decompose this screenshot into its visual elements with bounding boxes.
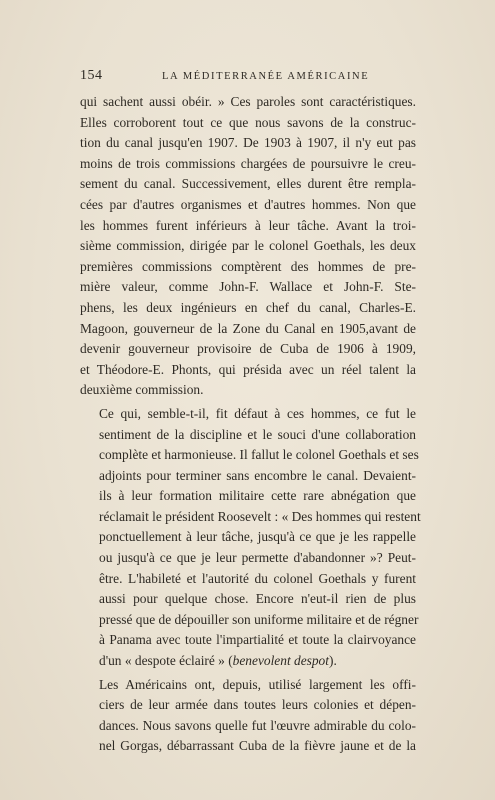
text-line: réclamait le président Roosevelt : « Des hommes qui restent — [99, 508, 421, 524]
italic-term: benevolent despot — [232, 653, 329, 669]
paragraph-2 — [80, 404, 421, 672]
text-line: aussi pour quelque chose. Encore n'eut-il rien de plus — [99, 591, 416, 607]
text-line: être. L'habileté et l'autorité du colonel Goethals y furent — [99, 570, 416, 586]
paragraph-1 — [80, 92, 416, 401]
text-line: tion du canal jusqu'en 1907. De 1903 à 1907, il n'y eut pas — [80, 135, 416, 151]
text-line: ils à leur formation militaire cette rare abnégation que — [99, 488, 416, 504]
text-line: mière valeur, comme John-F. Wallace et John-F. Ste- — [80, 279, 416, 295]
text-line: ou jusqu'à ce que je leur permette d'abandonner »? Peut- — [99, 550, 416, 566]
text-line: deuxième commission. — [80, 382, 204, 398]
text-line: sement du canal. Successivement, elles durent être rempla- — [80, 176, 416, 192]
text-line: dances. Nous savons quelle fut l'œuvre admirable du colo- — [99, 717, 416, 733]
text-line: sentiment de la discipline et le souci d'une collaboration — [99, 426, 416, 442]
text-line: ponctuellement à leur tâche, jusqu'à ce que je les rappelle — [99, 529, 416, 545]
text-line: Elles corroborent tout ce que nous savons de la construc- — [80, 114, 416, 130]
text-line: Ce qui, semble-t-il, fit défaut à ces hommes, ce fut le — [99, 405, 416, 421]
text-run: ). — [328, 653, 337, 669]
text-line: complète et harmonieuse. Il fallut le colonel Goethals et ses — [99, 447, 419, 463]
running-title: LA MÉDITERRANÉE AMÉRICAINE — [162, 71, 370, 82]
text-run: d'un « despote éclairé » ( — [99, 653, 233, 669]
text-line — [80, 651, 416, 672]
text-line: premières commissions comptèrent des hommes de pre- — [80, 258, 416, 274]
text-line: pressé que de dépouiller son uniforme militaire et de régner — [99, 611, 419, 627]
text-line: ciers de leur armée dans toutes leurs colonies et dépen- — [99, 697, 416, 713]
text-line: devenir gouverneur provisoire de Cuba de 1906 à 1909, — [80, 341, 416, 357]
text-line: Les Américains ont, depuis, utilisé largement les offi- — [99, 676, 416, 692]
text-line: nel Gorgas, débarrassant Cuba de la fièvre jaune et de la — [99, 738, 416, 754]
text-line: les hommes furent inférieurs à leur tâche. Avant la troi- — [80, 217, 416, 233]
paragraph-3 — [80, 675, 416, 757]
text-line: sième commission, dirigée par le colonel Goethals, les deux — [80, 238, 416, 254]
text-line: qui sachent aussi obéir. » Ces paroles sont caractéristiques. — [80, 94, 416, 109]
body-text — [80, 92, 421, 757]
text-line: adjoints pour terminer sans encombre le canal. Devaient- — [99, 467, 416, 483]
page-number: 154 — [80, 68, 103, 83]
text-line: cées par d'autres organismes et d'autres hommes. Non que — [80, 196, 416, 212]
text-line: à Panama avec toute l'impartialité et toute la clairvoyance — [99, 632, 416, 648]
text-line: phens, les deux ingénieurs en chef du canal, Charles-E. — [80, 299, 416, 315]
text-line: et Théodore-E. Phonts, qui présida avec un réel talent la — [80, 361, 416, 377]
text-line: Magoon, gouverneur de la Zone du Canal en 1905,avant de — [80, 320, 416, 336]
text-line: moins de trois commissions chargées de poursuivre le creu- — [80, 155, 416, 171]
page-header — [80, 68, 416, 86]
